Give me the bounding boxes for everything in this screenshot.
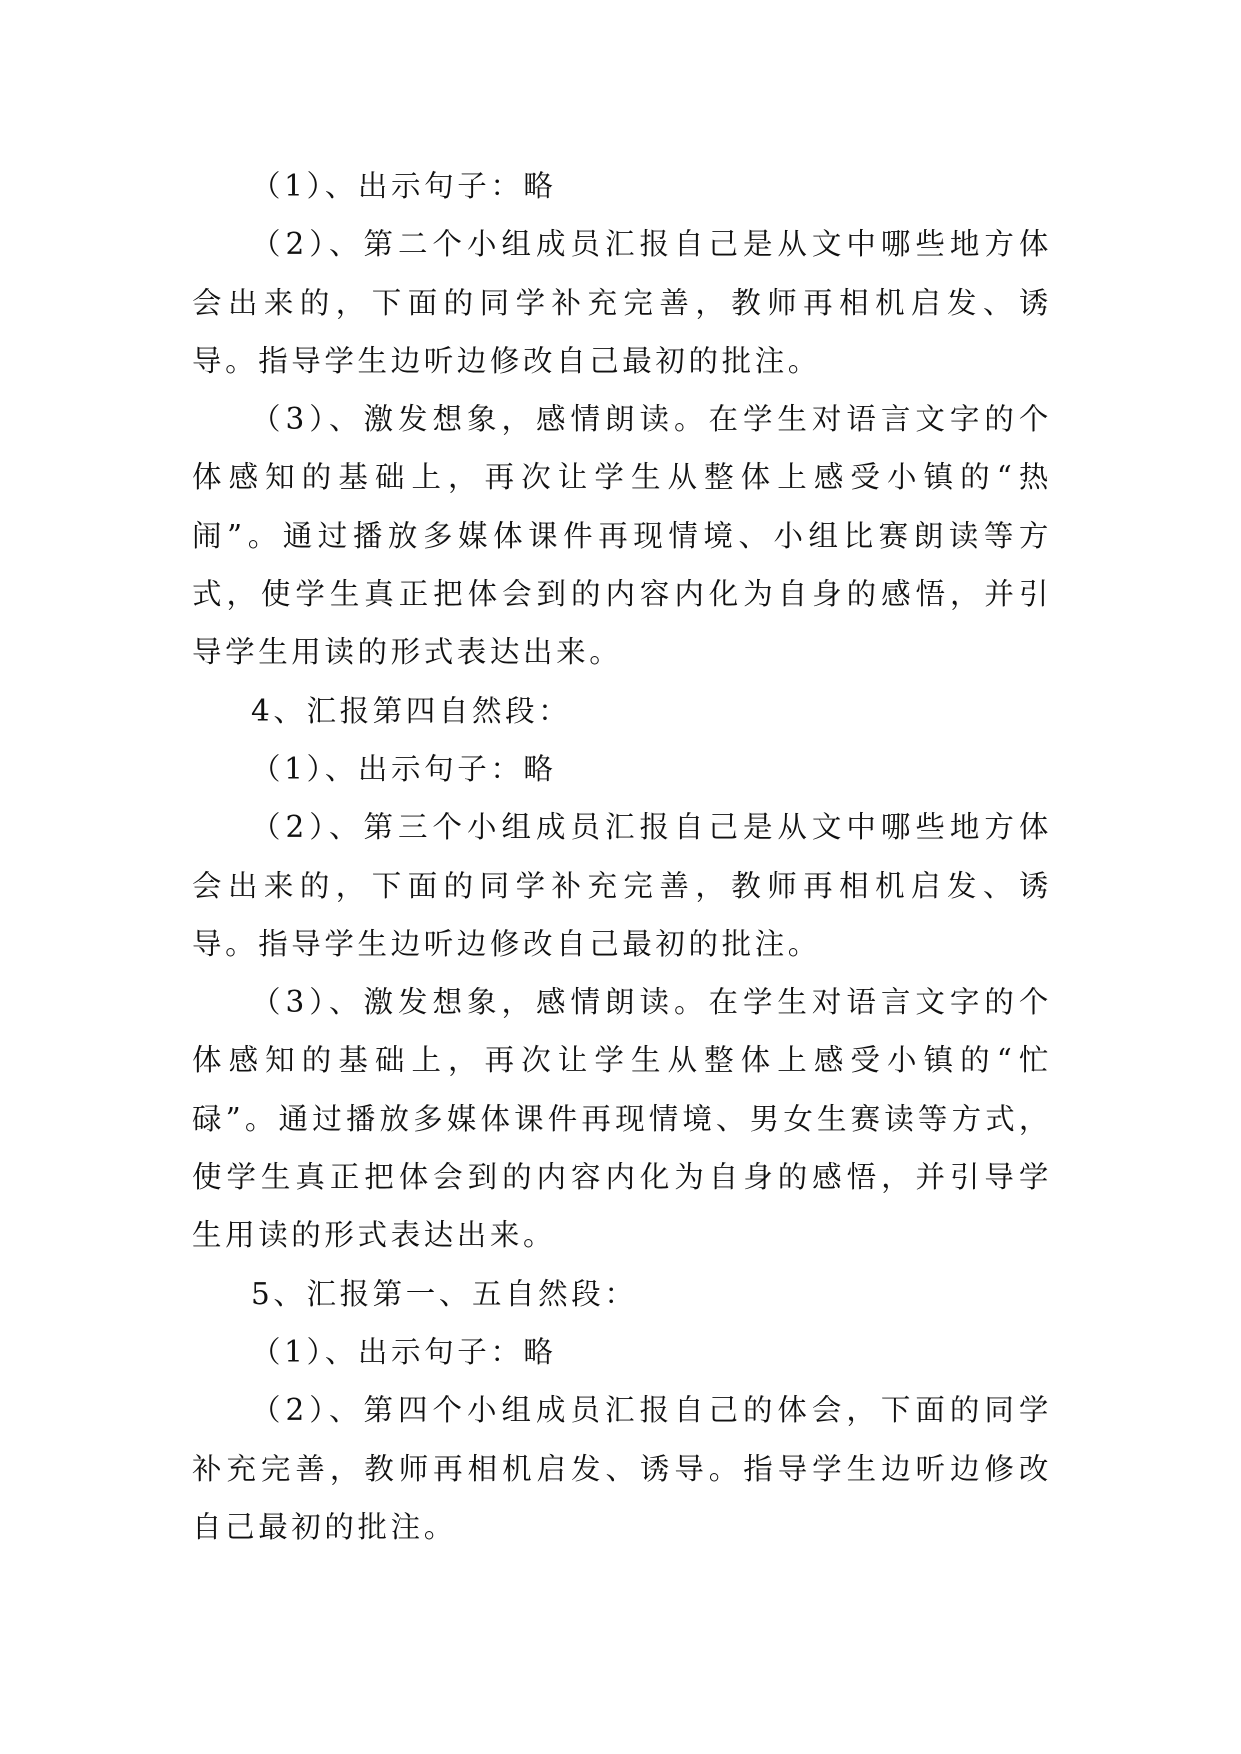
paragraph: （1）、出示句子：略 <box>251 1334 557 1369</box>
paragraph: （2）、第四个小组成员汇报自己的体会，下面的同学补充完善，教师再相机启发、诱导。指导学生边听边修改自己最初的批注。 <box>192 1393 1052 1544</box>
paragraph: （2）、第二个小组成员汇报自己是从文中哪些地方体会出来的，下面的同学补充完善，教师再相机启发、诱导。指导学生边听边修改自己最初的批注。 <box>192 227 1052 378</box>
section-heading: 5、汇报第一、五自然段： <box>251 1276 638 1311</box>
paragraph: （2）、第三个小组成员汇报自己是从文中哪些地方体会出来的，下面的同学补充完善，教师再相机启发、诱导。指导学生边听边修改自己最初的批注。 <box>192 810 1052 961</box>
paragraph: （3）、激发想象，感情朗读。在学生对语言文字的个体感知的基础上，再次让学生从整体上感受小镇的“热闹”。通过播放多媒体课件再现情境、小组比赛朗读等方式，使学生真正把体会到的内容内化为自身的感悟，并引导学生用读的形式表达出来。 <box>192 402 1052 670</box>
paragraph: （1）、出示句子：略 <box>251 751 557 786</box>
paragraph: （3）、激发想象，感情朗读。在学生对语言文字的个体感知的基础上，再次让学生从整体上感受小镇的“忙碌”。通过播放多媒体课件再现情境、男女生赛读等方式，使学生真正把体会到的内容内化为自身的感悟，并引导学生用读的形式表达出来。 <box>192 985 1052 1253</box>
paragraph: （1）、出示句子：略 <box>251 169 557 203</box>
section-heading: 4、汇报第四自然段： <box>251 693 572 728</box>
document-body <box>192 157 1052 1556</box>
